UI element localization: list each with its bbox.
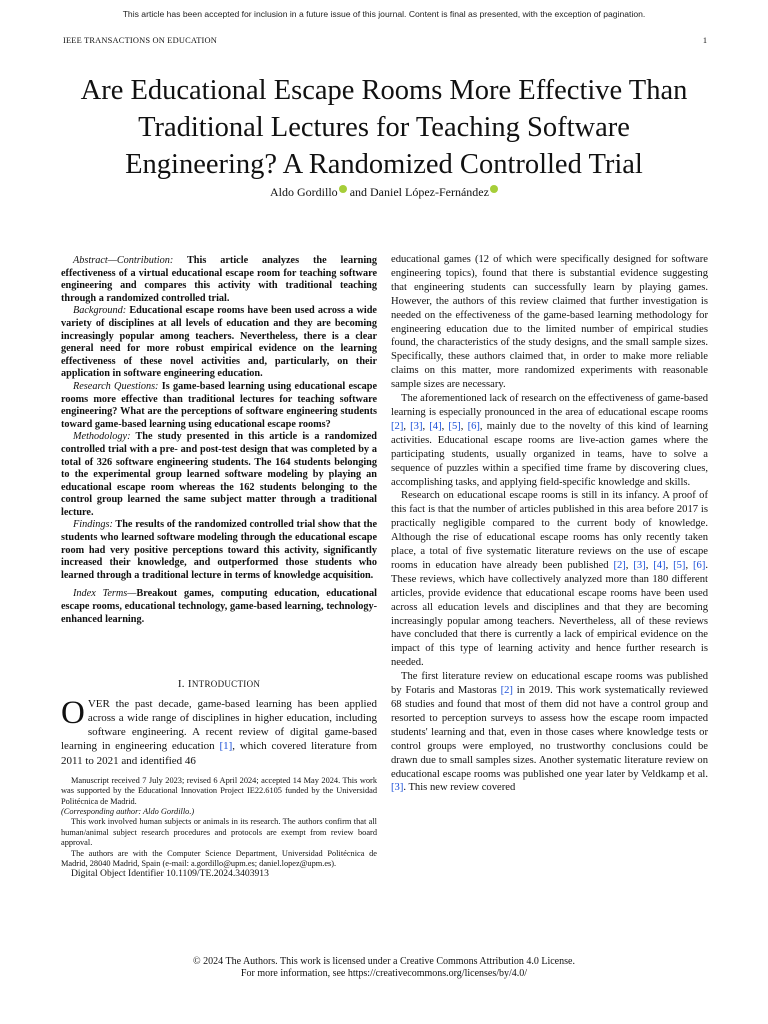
citation-link[interactable]: [6] xyxy=(467,420,480,432)
right-column xyxy=(391,253,708,795)
citation-link[interactable]: [4] xyxy=(429,420,442,432)
citation-link[interactable]: [6] xyxy=(693,559,706,571)
abstract-background: Background: Educational escape rooms have been used across a wide variety of disciplines at all levels of education and they are becoming increasingly popular among teachers. Nevertheless, there is a clear general need for more robust empirical evidence on the learning effectiveness of these novel activities and, particularly, on their application in software engineering education. xyxy=(61,305,377,380)
citation-link[interactable]: [3] xyxy=(410,420,423,432)
citation-link[interactable]: [4] xyxy=(653,559,666,571)
citation-link[interactable]: [2] xyxy=(391,420,404,432)
footnote-doi: Digital Object Identifier 10.1109/TE.2024.3403913 xyxy=(71,868,269,880)
license-url-line[interactable]: For more information, see https://creativecommons.org/licenses/by/4.0/ xyxy=(240,968,528,979)
citation-link[interactable]: [5] xyxy=(448,420,461,432)
abstract-methodology: Methodology: The study presented in this article is a randomized controlled trial with a pre- and post-test design that was completed by a total of 326 software engineering students. The 164 students belonging to the experimental group learned software modeling by playing an educational escape room whereas the 162 students belonging to the control group learned the same subject matter through a traditional lecture. xyxy=(61,431,377,518)
footnote-received: Manuscript received 7 July 2023; revised 6 April 2024; accepted 14 May 2024. This work was supported by the Educational Innovation Project IE22.6105 funded by the Universidad Politécnica de Madrid. xyxy=(61,775,377,806)
journal-running-head: IEEE TRANSACTIONS ON EDUCATION xyxy=(63,36,218,45)
footnote-ethics: This work involved human subjects or animals in its research. The authors confirm that all human/animal subject research procedures and protocols are exempt from review board approval. xyxy=(61,817,377,848)
footnote-corresponding: (Corresponding author: Aldo Gordillo.) xyxy=(61,807,195,817)
citation-link[interactable]: [2] xyxy=(613,559,626,571)
abstract-label: Abstract—Contribution: xyxy=(73,255,174,266)
author-first[interactable]: Aldo Gordillo xyxy=(270,185,338,199)
author-separator: and xyxy=(346,185,371,199)
index-terms: Index Terms—Breakout games, computing education, educational escape rooms, educational technology, game-based learning, technology-enhanced learning. xyxy=(61,588,377,625)
author-second[interactable]: Daniel López-Fernández xyxy=(370,185,489,199)
paragraph: The aforementioned lack of research on the effectiveness of game-based learning is especially pronounced in the area of educational escape rooms [2], [3], [4], [5], [6], mainly due to the novelty of this kind of learning activities. Educational escape rooms are live-action games where the participating students, usually organized in teams, have to solve a sequence of puzzles within a specified time frame by discovering clues, accomplishing tasks, and applying field-specific knowledge and skills. xyxy=(391,393,709,488)
citation-link[interactable]: [1] xyxy=(219,740,233,753)
introduction-text: OVER the past decade, game-based learning has been applied across a wide range of disciplines in higher education, including software engineering. A recent review of digital game-based learning in engineering education [1], which covered literature from 2011 to 2021 and identified 46 xyxy=(61,694,377,767)
page-number: 1 xyxy=(702,36,707,45)
abstract-findings: Findings: The results of the randomized controlled trial show that the students who learned software modeling through the educational escape room had very positive perceptions toward this activity, significantly increased their knowledge, and outperformed those students who learned through a traditional lecture in terms of knowledge acquisition. xyxy=(61,519,377,581)
paragraph: educational games (12 of which were specifically designed for software engineering topics), found that there is substantial evidence suggesting that engineering students can successfully learn by playing games. However, the authors of this review claimed that further investigation is needed on the effectiveness of the game-based learning methodology for engineering education due to the limited number of empirical studies found, the characteristics of the study designs, and the small sample sizes. Specifically, these authors claimed that, in order to make more reliable claims on this matter, more randomized experiments with reasonable sample sizes are necessary. xyxy=(391,254,708,391)
paper-title: Are Educational Escape Rooms More Effective Than Traditional Lectures for Teaching Software Engineering? A Randomized Controlled Trial xyxy=(80,75,688,180)
acceptance-notice: This article has been accepted for inclusion in a future issue of this journal. Content is final as presented, with the exception of pagination. xyxy=(122,9,646,19)
abstract-questions: Research Questions: Is game-based learning using educational escape rooms more effective than traditional lectures for teaching software engineering? What are the perceptions of software engineering students toward game-based learning using educational escape rooms? xyxy=(61,380,377,430)
citation-link[interactable]: [3] xyxy=(633,559,646,571)
citation-link[interactable]: [2] xyxy=(500,685,513,697)
license-line: © 2024 The Authors. This work is licensed under a Creative Commons Attribution 4.0 License. xyxy=(193,956,575,967)
paragraph: The first literature review on educational escape rooms was published by Fotaris and Mastoras [2] in 2019. This work systematically reviewed 68 studies and found that most of them did not have a control group and resorted to perception surveys to assess how the escape room impacted students' learning and that, even in those cases where knowledge tests or control groups were employed, no trustworthy conclusions could be drawn due to small samples sizes. Another systematic literature review on educational escape rooms was published one year later by Veldkamp et al. [3]. This new review covered xyxy=(391,671,709,794)
left-column xyxy=(61,255,377,880)
footnotes xyxy=(61,776,377,880)
author-line xyxy=(0,185,768,200)
abstract xyxy=(61,255,377,626)
footnote-affiliation: The authors are with the Computer Science Department, Universidad Politécnica de Madrid, 28040 Madrid, Spain (e-mail: a.gordillo@upm.es; daniel.lopez@upm.es). xyxy=(61,848,377,869)
section-heading-introduction: I. INTRODUCTION xyxy=(177,678,261,691)
license-notice xyxy=(0,956,768,980)
orcid-icon[interactable] xyxy=(339,185,347,193)
paragraph: Research on educational escape rooms is still in its infancy. A proof of this fact is that the number of articles published in this area before 2017 is practically negligible compared to the current body of knowledge. Although the rise of educational escape rooms has only recently taken place, a total of five systematic literature reviews on the use of escape rooms in education have already been published [2], [3], [4], [5], [6]. These reviews, which have collectively analyzed more than 180 different articles, provide evidence that educational escape rooms have been used across all education levels and disciplines and that they are becoming increasingly popular among teachers. Nevertheless, all of these reviews have concluded that there is currently a lack of empirical evidence on the impact of this type of learning activity and hence further research is needed. xyxy=(391,490,709,669)
abstract-contribution: Abstract—Contribution: This article analyzes the learning effectiveness of a virtual educational escape room for teaching software engineering and compares this activity with traditional teaching through a randomized controlled trial. xyxy=(61,255,377,304)
citation-link[interactable]: [5] xyxy=(673,559,686,571)
citation-link[interactable]: [3] xyxy=(391,782,404,794)
orcid-icon[interactable] xyxy=(490,185,498,193)
drop-cap: O xyxy=(61,694,85,731)
